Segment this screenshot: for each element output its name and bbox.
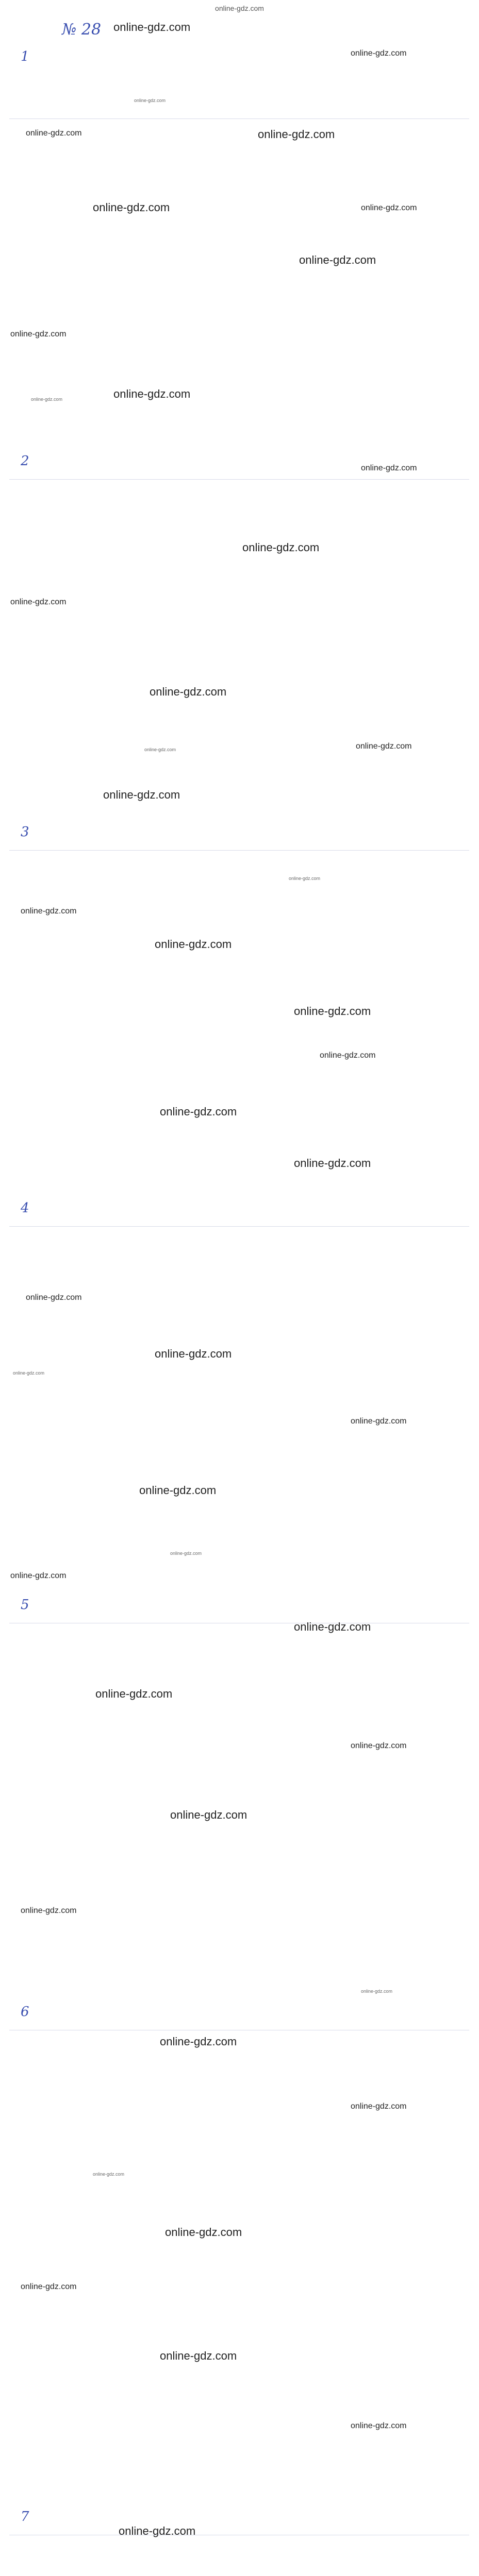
divider [9,479,469,480]
watermark: online-gdz.com [31,397,63,402]
task-title: 7 [21,2509,29,2524]
watermark: online-gdz.com [165,2226,242,2239]
watermark: online-gdz.com [103,788,180,801]
watermark: online-gdz.com [21,907,77,916]
watermark: online-gdz.com [170,1551,202,1556]
watermark: online-gdz.com [170,1808,247,1821]
watermark: online-gdz.com [294,1005,371,1018]
watermark: online-gdz.com [351,2102,407,2111]
watermark: online-gdz.com [320,1051,376,1060]
page-number: № 28 [62,21,102,39]
watermark: online-gdz.com [134,98,166,103]
watermark: online-gdz.com [242,541,320,554]
divider [9,118,469,119]
watermark: online-gdz.com [160,1105,237,1118]
watermark: online-gdz.com [93,2172,125,2177]
task-title: 1 [21,49,29,64]
site-header[interactable]: online-gdz.com [215,4,264,12]
watermark: online-gdz.com [351,1417,407,1426]
watermark: online-gdz.com [13,1370,45,1376]
watermark: online-gdz.com [26,1293,82,1302]
watermark: online-gdz.com [356,742,412,751]
watermark: online-gdz.com [93,201,170,214]
watermark: online-gdz.com [299,253,376,266]
watermark: online-gdz.com [113,21,191,33]
divider [9,1226,469,1227]
watermark: online-gdz.com [113,387,191,400]
watermark: online-gdz.com [361,464,417,472]
watermark: online-gdz.com [258,128,335,141]
divider [9,850,469,851]
watermark: online-gdz.com [150,685,227,698]
watermark: online-gdz.com [119,2524,196,2537]
watermark: online-gdz.com [21,1906,77,1915]
watermark: online-gdz.com [351,2421,407,2430]
watermark: online-gdz.com [361,204,417,212]
watermark: online-gdz.com [10,330,67,338]
task-title: 6 [21,2004,29,2020]
watermark: online-gdz.com [26,129,82,138]
task-title: 2 [21,453,29,469]
watermark: online-gdz.com [21,2282,77,2291]
watermark: online-gdz.com [294,1620,371,1633]
watermark: online-gdz.com [160,2035,237,2048]
watermark: online-gdz.com [155,938,232,951]
watermark: online-gdz.com [361,1989,393,1994]
task-title: 4 [21,1200,29,1216]
watermark: online-gdz.com [155,1347,232,1360]
watermark: online-gdz.com [95,1687,173,1700]
watermark: online-gdz.com [294,1157,371,1170]
watermark: online-gdz.com [160,2349,237,2362]
watermark: online-gdz.com [351,49,407,58]
watermark: online-gdz.com [289,876,321,881]
watermark: online-gdz.com [10,1571,67,1580]
watermark: online-gdz.com [10,598,67,606]
watermark: online-gdz.com [144,747,176,752]
task-title: 5 [21,1597,29,1613]
watermark: online-gdz.com [351,1741,407,1750]
watermark: online-gdz.com [139,1484,217,1497]
task-title: 3 [21,824,29,840]
